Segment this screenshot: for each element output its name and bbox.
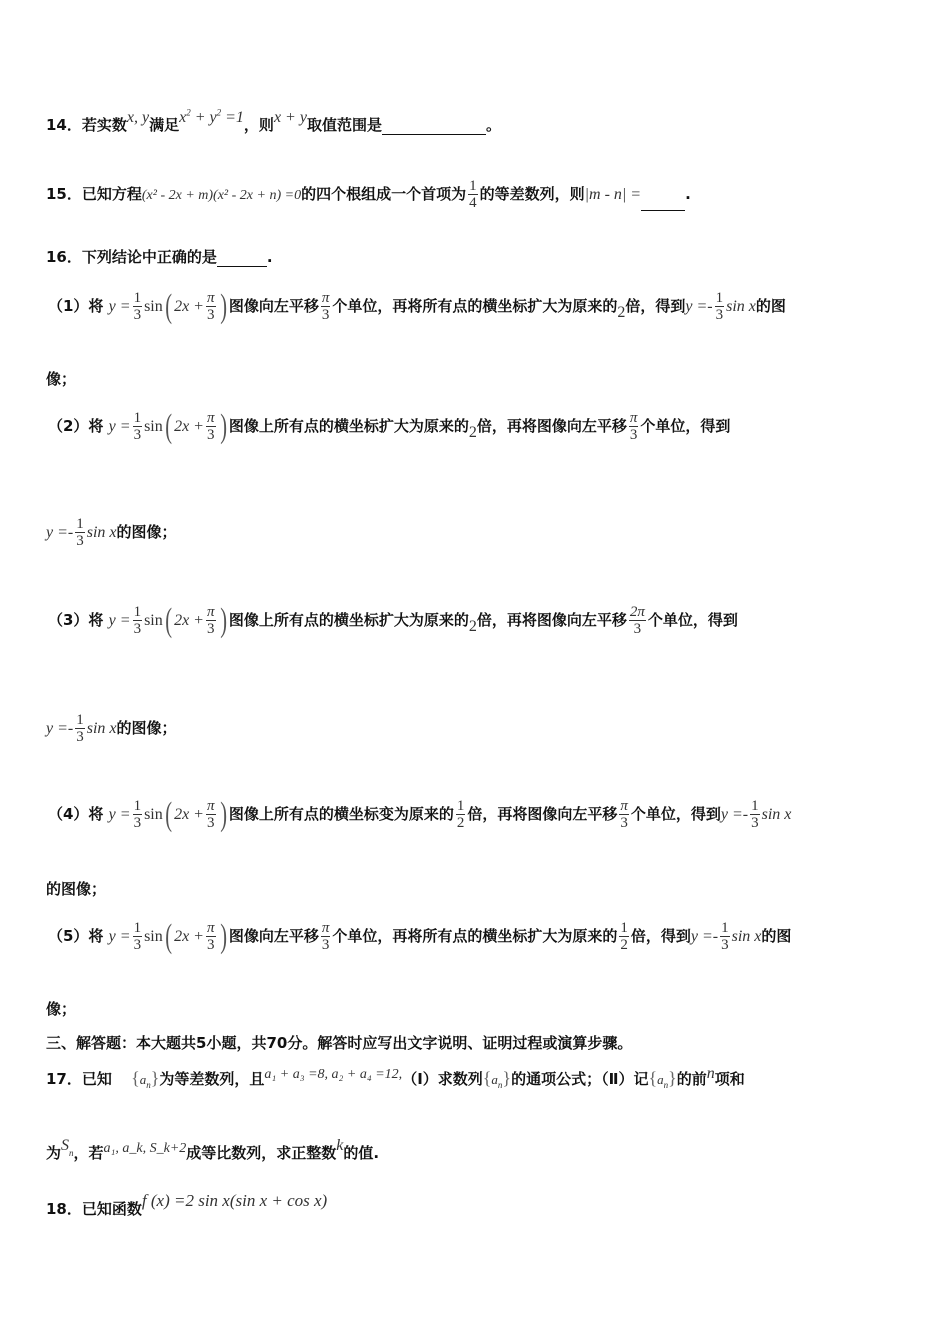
- option-label: （2）将: [48, 417, 104, 435]
- text: 下列结论中正确的是: [81, 248, 217, 266]
- text: 个单位，再将所有点的横坐标扩大为原来的: [332, 297, 618, 315]
- option-label: （4）将: [48, 805, 104, 823]
- text: 倍，得到: [630, 927, 691, 945]
- fraction: $\frac{1}{3}$: [133, 290, 142, 323]
- math-expr: x + y: [273, 109, 307, 126]
- text: （Ⅰ）求数列: [402, 1070, 483, 1088]
- math-xy: x, y: [126, 109, 150, 126]
- option-4-cont: 的图像；: [46, 880, 107, 898]
- option-5: （5）将 y = $\frac{1}{3}$ sin( 2x + $\frac{\pi}{3}$ ) 图像向左平移 $\frac{\pi}{3}$ 个单位，再将所有点的横坐标扩大为原来的 $\frac{1}{2}$ 倍，得到y =- $\frac{1}{3}$ sin x的图: [48, 917, 792, 955]
- option-2-result: y =- $\frac{1}{3}$ sin x的图像；: [46, 516, 177, 549]
- answer-blank[interactable]: [217, 266, 267, 267]
- question-17-cont: 为$S_n$，若a₁, a_k, S_k+2成等比数列，求正整数k的值.: [46, 1137, 380, 1162]
- answer-blank[interactable]: [641, 210, 685, 211]
- option-4: （4）将 y = $\frac{1}{3}$ sin( 2x + $\frac{\pi}{3}$ ) 图像上所有点的横坐标变为原来的 $\frac{1}{2}$ 倍，再将图像向左平移 $\frac{\pi}{3}$ 个单位，得到y =- $\frac{1}{3}$ sin x: [48, 795, 792, 833]
- text: 的图: [755, 297, 786, 315]
- math-sequence: a₁, a_k, S_k+2: [103, 1141, 187, 1156]
- option-1: （1）将 y = $\frac{1}{3}$ sin( 2x + $\frac{\pi}{3}$ ) 图像向左平移 $\frac{\pi}{3}$ 个单位，再将所有点的横坐标扩大为原来的2倍，得到y =- $\frac{1}{3}$ sin x的图: [48, 287, 786, 325]
- question-18: [46, 1191, 328, 1219]
- text: 倍，再将图像向左平移: [476, 611, 627, 629]
- text: 个单位，再将所有点的横坐标扩大为原来的: [332, 927, 618, 945]
- text: 倍，再将图像向左平移: [467, 805, 618, 823]
- option-label: （1）将: [48, 297, 104, 315]
- text: 的图: [761, 927, 792, 945]
- question-number: 18．: [46, 1200, 82, 1218]
- text: 已知: [81, 1070, 112, 1088]
- math-func: y =: [108, 298, 131, 315]
- text: 图像向左平移: [228, 297, 319, 315]
- question-number: 14．: [46, 116, 82, 134]
- question-14: [46, 107, 501, 135]
- option-3: （3）将 y = $\frac{1}{3}$ sin( 2x + $\frac{\pi}{3}$ ) 图像上所有点的横坐标扩大为原来的2倍，再将图像向左平移 $\frac{2\pi}{3}$ 个单位，得到: [48, 601, 738, 639]
- text: 倍，再将图像向左平移: [476, 417, 627, 435]
- math-equation: (x² - 2x + m)(x² - 2x + n) =0: [141, 188, 302, 203]
- text: 已知函数: [81, 1200, 142, 1218]
- text: 满足: [149, 116, 180, 134]
- text: 已知方程: [81, 185, 142, 203]
- option-label: （5）将: [48, 927, 104, 945]
- section-heading: 三、解答题：本大题共5小题，共70分。解答时应写出文字说明、证明过程或演算步骤。: [46, 1034, 633, 1052]
- text: 的通项公式；（Ⅱ）记: [511, 1070, 649, 1088]
- text: 个单位，得到: [640, 417, 731, 435]
- question-number: 15．: [46, 185, 82, 203]
- math-equation: $x^2 + y^2 =1$: [179, 107, 244, 126]
- text: 为等差数列，且: [159, 1070, 265, 1088]
- question-16: [46, 246, 273, 267]
- option-5-cont: 像；: [46, 1000, 77, 1018]
- question-number: 17．: [46, 1070, 82, 1088]
- text: 图像上所有点的横坐标变为原来的: [228, 805, 454, 823]
- text: 。: [485, 116, 501, 134]
- text: 若实数: [81, 116, 127, 134]
- text: 的前: [676, 1070, 707, 1088]
- text: 的四个根组成一个首项为: [301, 185, 467, 203]
- text: 个单位，得到: [630, 805, 721, 823]
- text: 的等差数列，则: [479, 185, 585, 203]
- math-abs: |m - n| =: [584, 186, 642, 203]
- text: ，则: [243, 116, 274, 134]
- text: 图像上所有点的横坐标扩大为原来的: [228, 417, 469, 435]
- question-17: 17．已知 $\{a_n\}$为等差数列，且a₁ + a₃ =8, a₂ + a₄ =12,（Ⅰ）求数列$\{a_n\}$的通项公式；（Ⅱ）记$\{a_n\}$的前n项和: [46, 1065, 745, 1090]
- text: 倍，得到: [625, 297, 686, 315]
- math-conditions: a₁ + a₃ =8, a₂ + a₄ =12,: [264, 1067, 403, 1082]
- math-function: f (x) =2 sin x(sin x + cos x): [141, 1191, 328, 1210]
- option-label: （3）将: [48, 611, 104, 629]
- math-arg: 2x +: [174, 298, 204, 315]
- text: .: [266, 248, 273, 266]
- option-3-result: y =- $\frac{1}{3}$ sin x的图像；: [46, 712, 177, 745]
- text: .: [685, 185, 691, 203]
- text: 个单位，得到: [647, 611, 738, 629]
- question-15: [46, 178, 691, 211]
- text: 取值范围是: [306, 116, 382, 134]
- fraction-one-quarter: $\frac{1}{4}$: [469, 178, 477, 211]
- answer-blank[interactable]: [382, 134, 486, 135]
- question-number: 16．: [46, 248, 82, 266]
- text: 图像上所有点的横坐标扩大为原来的: [228, 611, 469, 629]
- text: 项和: [714, 1070, 745, 1088]
- math-sin: sin: [144, 298, 163, 315]
- option-2: （2）将 y = $\frac{1}{3}$ sin( 2x + $\frac{\pi}{3}$ ) 图像上所有点的横坐标扩大为原来的2倍，再将图像向左平移 $\frac{\pi}{3}$ 个单位，得到: [48, 407, 731, 445]
- text: 图像向左平移: [228, 927, 319, 945]
- option-1-cont: 像；: [46, 370, 77, 388]
